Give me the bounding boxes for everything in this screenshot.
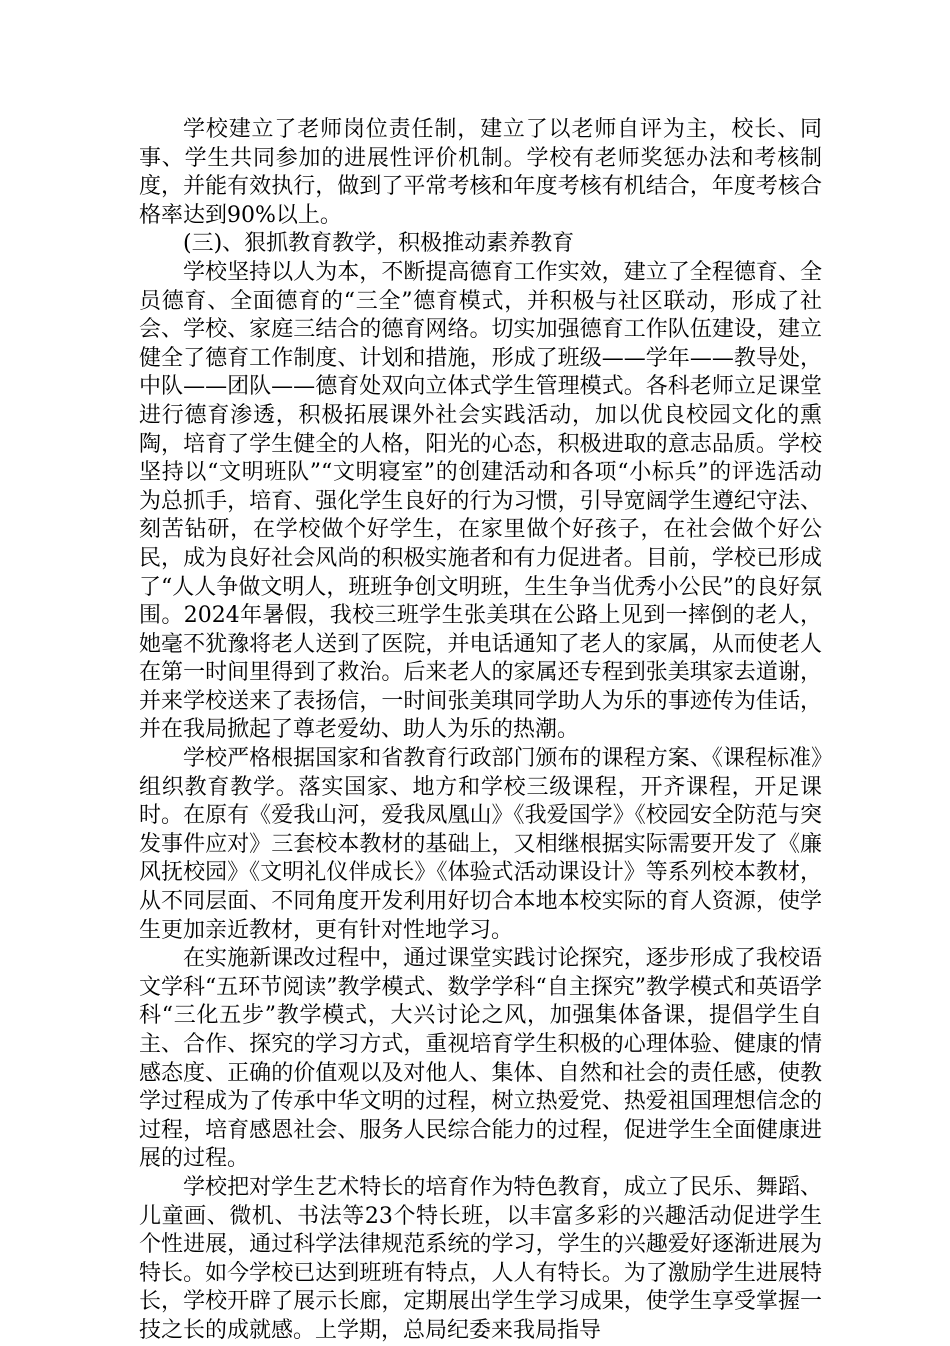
paragraph-moral-education: 学校坚持以人为本，不断提高德育工作实效，建立了全程德育、全员德育、全面德育的“三全”德育模式，并积极与社区联动，形成了社会、学校、家庭三结合的德育网络。切实加强德育工作队伍建设，建立健全了德育工作制度、计划和措施，形成了班级——学年——教导处，中队——团队——德育处双向立体式学生管理模式。各科老师立足课堂进行德育渗透，积极拓展课外社会实践活动，加以优良校园文化的熏陶，培育了学生健全的人格，阳光的心态，积极进取的意志品质。学校坚持以“文明班队”“文明寝室”的创建活动和各项“小标兵”的评选活动为总抓手，培育、强化学生良好的行为习惯，引导宽阔学生遵纪守法、刻苦钻研，在学校做个好学生，在家里做个好孩子，在社会做个好公民，成为良好社会风尚的积极实施者和有力促进者。目前，学校已形成了“人人争做文明人，班班争创文明班，生生争当优秀小公民”的良好氛围。2024年暑假，我校三班学生张美琪在公路上见到一摔倒的老人，她毫不犹豫将老人送到了医院，并电话通知了老人的家属，从而使老人在第一时间里得到了救治。后来老人的家属还专程到张美琪家去道谢，并来学校送来了表扬信，一时间张美琪同学助人为乐的事迹传为佳话，并在我局掀起了尊老爱幼、助人为乐的热潮。 bbox=[139, 259, 822, 743]
paragraph-teacher-evaluation: 学校建立了老师岗位责任制，建立了以老师自评为主，校长、同事、学生共同参加的进展性评价机制。学校有老师奖惩办法和考核制度，并能有效执行，做到了平常考核和年度考核有机结合，年度考核合格率达到90%以上。 bbox=[139, 117, 822, 228]
paragraph-curriculum: 学校严格根据国家和省教育行政部门颁布的课程方案、《课程标准》组织教育教学。落实国家、地方和学校三级课程，开齐课程，开足课时。在原有《爱我山河，爱我凤凰山》《我爱国学》《校园安全防范与突发事件应对》三套校本教材的基础上，又相继根据实际需要开发了《廉风抚校园》《文明礼仪伴成长》《体验式活动课设计》等系列校本教材，从不同层面、不同角度开发利用好切合本地本校实际的育人资源，使学生更加亲近教材，更有针对性地学习。 bbox=[139, 746, 822, 943]
paragraph-curriculum-reform: 在实施新课改过程中，通过课堂实践讨论探究，逐步形成了我校语文学科“五环节阅读”教学模式、数学学科“自主探究”教学模式和英语学科“三化五步”教学模式，大兴讨论之风，加强集体备课，提倡学生自主、合作、探究的学习方式，重视培育学生积极的心理体验、健康的情感态度、正确的价值观以及对他人、集体、自然和社会的责任感，使教学过程成为了传承中华文明的过程，树立热爱党、热爱祖国理想信念的过程，培育感恩社会、服务人民综合能力的过程，促进学生全面健康进展的过程。 bbox=[139, 946, 822, 1172]
document-body bbox=[139, 116, 822, 1346]
section-heading-quality-education: (三)、狠抓教育教学，积极推动素养教育 bbox=[183, 231, 575, 257]
paragraph-art-specialties: 学校把对学生艺术特长的培育作为特色教育，成立了民乐、舞蹈、儿童画、微机、书法等23个特长班，以丰富多彩的兴趣活动促进学生个性进展，通过科学法律规范系统的学习，学生的兴趣爱好逐渐进展为特长。如今学校已达到班班有特点，人人有特长。为了激励学生进展特长，学校开辟了展示长廊，定期展出学生学习成果，使学生享受掌握一技之长的成就感。上学期，总局纪委来我局指导 bbox=[139, 1174, 822, 1343]
